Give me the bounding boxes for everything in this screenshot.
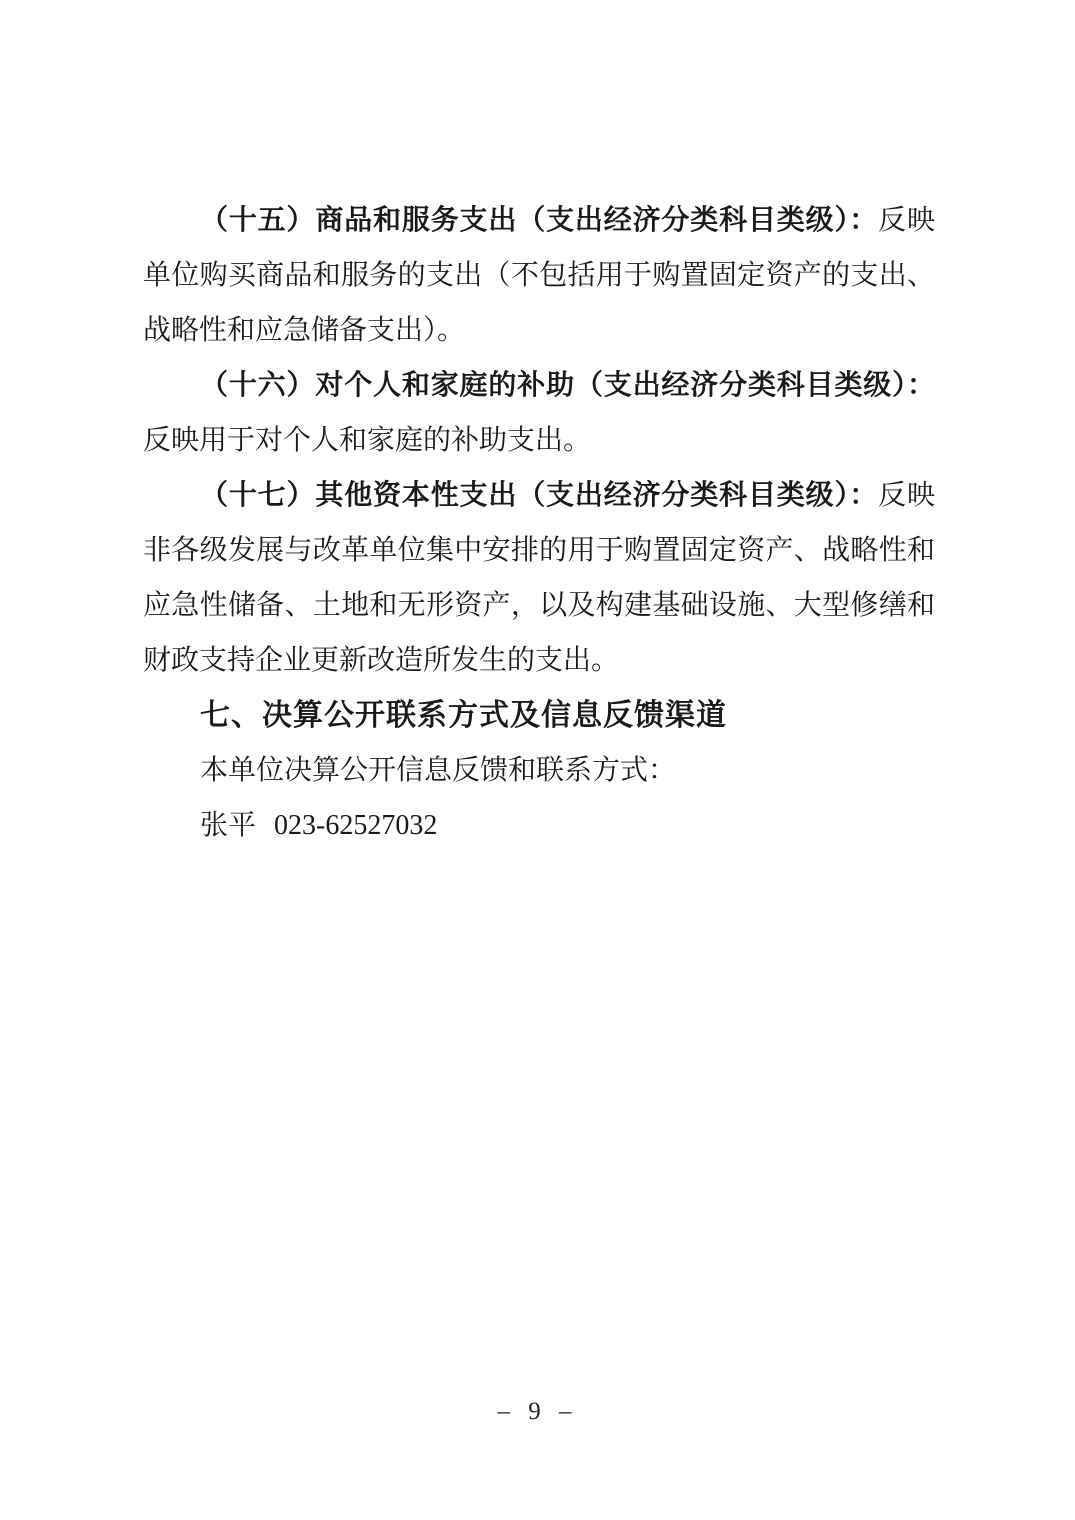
contact-intro-text: 本单位决算公开信息反馈和联系方式： xyxy=(200,755,677,786)
paragraph-15-line-2 xyxy=(143,248,935,303)
paragraph-17-text: 反映 xyxy=(878,480,935,511)
paragraph-16-line-2 xyxy=(143,413,935,468)
subsection-17-heading: （十七）其他资本性支出（支出经济分类科目类级）： xyxy=(200,480,879,511)
paragraph-16-text: 反映用于对个人和家庭的补助支出。 xyxy=(143,425,592,456)
paragraph-17-line-4 xyxy=(143,633,935,688)
paragraph-15-text: 反映 xyxy=(878,205,935,236)
contact-phone-number: 023-62527032 xyxy=(274,810,438,841)
paragraph-15-line-3 xyxy=(143,303,935,358)
paragraph-15-line-1 xyxy=(143,193,935,248)
subsection-16-heading: （十六）对个人和家庭的补助（支出经济分类科目类级）： xyxy=(200,370,935,401)
document-content xyxy=(143,193,935,853)
paragraph-17-line-3 xyxy=(143,578,935,633)
section-7-heading xyxy=(143,688,935,743)
contact-name: 张平 xyxy=(200,810,257,841)
paragraph-16-line-1 xyxy=(143,358,935,413)
subsection-15-heading: （十五）商品和服务支出（支出经济分类科目类级）： xyxy=(200,205,879,236)
paragraph-17-text: 非各级发展与改革单位集中安排的用于购置固定资产、战略性和 xyxy=(143,535,935,566)
paragraph-17-line-1 xyxy=(143,468,935,523)
page-number: – 9 – xyxy=(497,1398,578,1425)
contact-info-line xyxy=(143,798,935,853)
paragraph-17-line-2 xyxy=(143,523,935,578)
paragraph-15-text: 单位购买商品和服务的支出（不包括用于购置固定资产的支出、 xyxy=(143,260,935,291)
paragraph-17-text: 财政支持企业更新改造所发生的支出。 xyxy=(143,645,620,676)
paragraph-17-text: 应急性储备、土地和无形资产，以及构建基础设施、大型修缮和 xyxy=(143,590,935,621)
contact-intro-line xyxy=(143,743,935,798)
section-7-heading-text: 七、决算公开联系方式及信息反馈渠道 xyxy=(200,699,727,732)
paragraph-15-text: 战略性和应急储备支出）。 xyxy=(143,315,466,346)
